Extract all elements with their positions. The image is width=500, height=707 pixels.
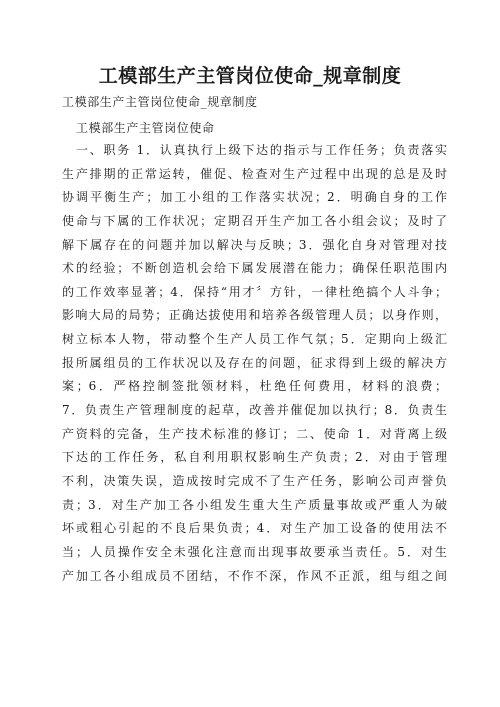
body-line: 产资料的完备，生产技术标准的修订；二、使命 1．对背离上级 (62, 426, 447, 441)
body-line: 7．负责生产管理制度的起草，改善并催促加以执行；8．负责生 (62, 403, 447, 418)
body-line: 协调平衡生产；加工小组的工作落实状况；2．明确自身的工作 (62, 190, 447, 205)
body-line: 当；人员操作安全未强化注意而出现事故要承当责任。5．对生 (62, 544, 447, 559)
body-line: 报所属组员的工作状况以及存在的问题，征求得到上级的解决方 (62, 355, 447, 370)
body-line: 案；6．严格控制签批领材料，杜绝任何费用，材料的浪费； (62, 379, 447, 394)
body-line: 生产排期的正常运转，催促、检查对生产过程中出现的总是及时 (62, 166, 447, 181)
body-line: 使命与下属的工作状况；定期召开生产加工各小组会议；及时了 (62, 213, 447, 228)
document-subtitle: 工模部生产主管岗位使命_规章制度 (62, 95, 258, 109)
body-line: 树立标本人物，带动整个生产人员工作气氛；5．定期向上级汇 (62, 332, 447, 347)
body-line: 不利，决策失误，造成按时完成不了生产任务，影响公司声誉负 (62, 473, 447, 488)
body-line: 一、职务 1．认真执行上级下达的指示与工作任务；负责落实 (76, 143, 447, 157)
body-line: 的工作效率显著；4．保持“用才〞方针，一律杜绝搞个人斗争； (62, 284, 447, 299)
body-line: 坏或粗心引起的不良后果负责；4．对生产加工设备的使用法不 (62, 521, 447, 536)
section-heading: 工模部生产主管岗位使命 (76, 121, 215, 135)
body-line: 下达的工作任务，私自利用职权影响生产负责；2．对由于管理 (62, 450, 447, 465)
body-text (62, 139, 447, 588)
body-line: 影响大局的局势；正确达拔使用和培养各级管理人员；以身作则， (62, 308, 447, 323)
body-line: 责；3．对生产加工各小组发生重大生产质量事故或严重人为破 (62, 497, 447, 512)
body-line: 解下属存在的问题并加以解决与反映；3．强化自身对管理对技 (62, 237, 447, 252)
body-line: 产加工各小组成员不团结，不作不深，作风不正派，组与组之间 (62, 568, 447, 583)
body-line: 术的经验；不断创造机会给下属发展潜在能力；确保任职范围内 (62, 261, 447, 276)
document-title: 工模部生产主管岗位使命_规章制度 (98, 65, 402, 87)
